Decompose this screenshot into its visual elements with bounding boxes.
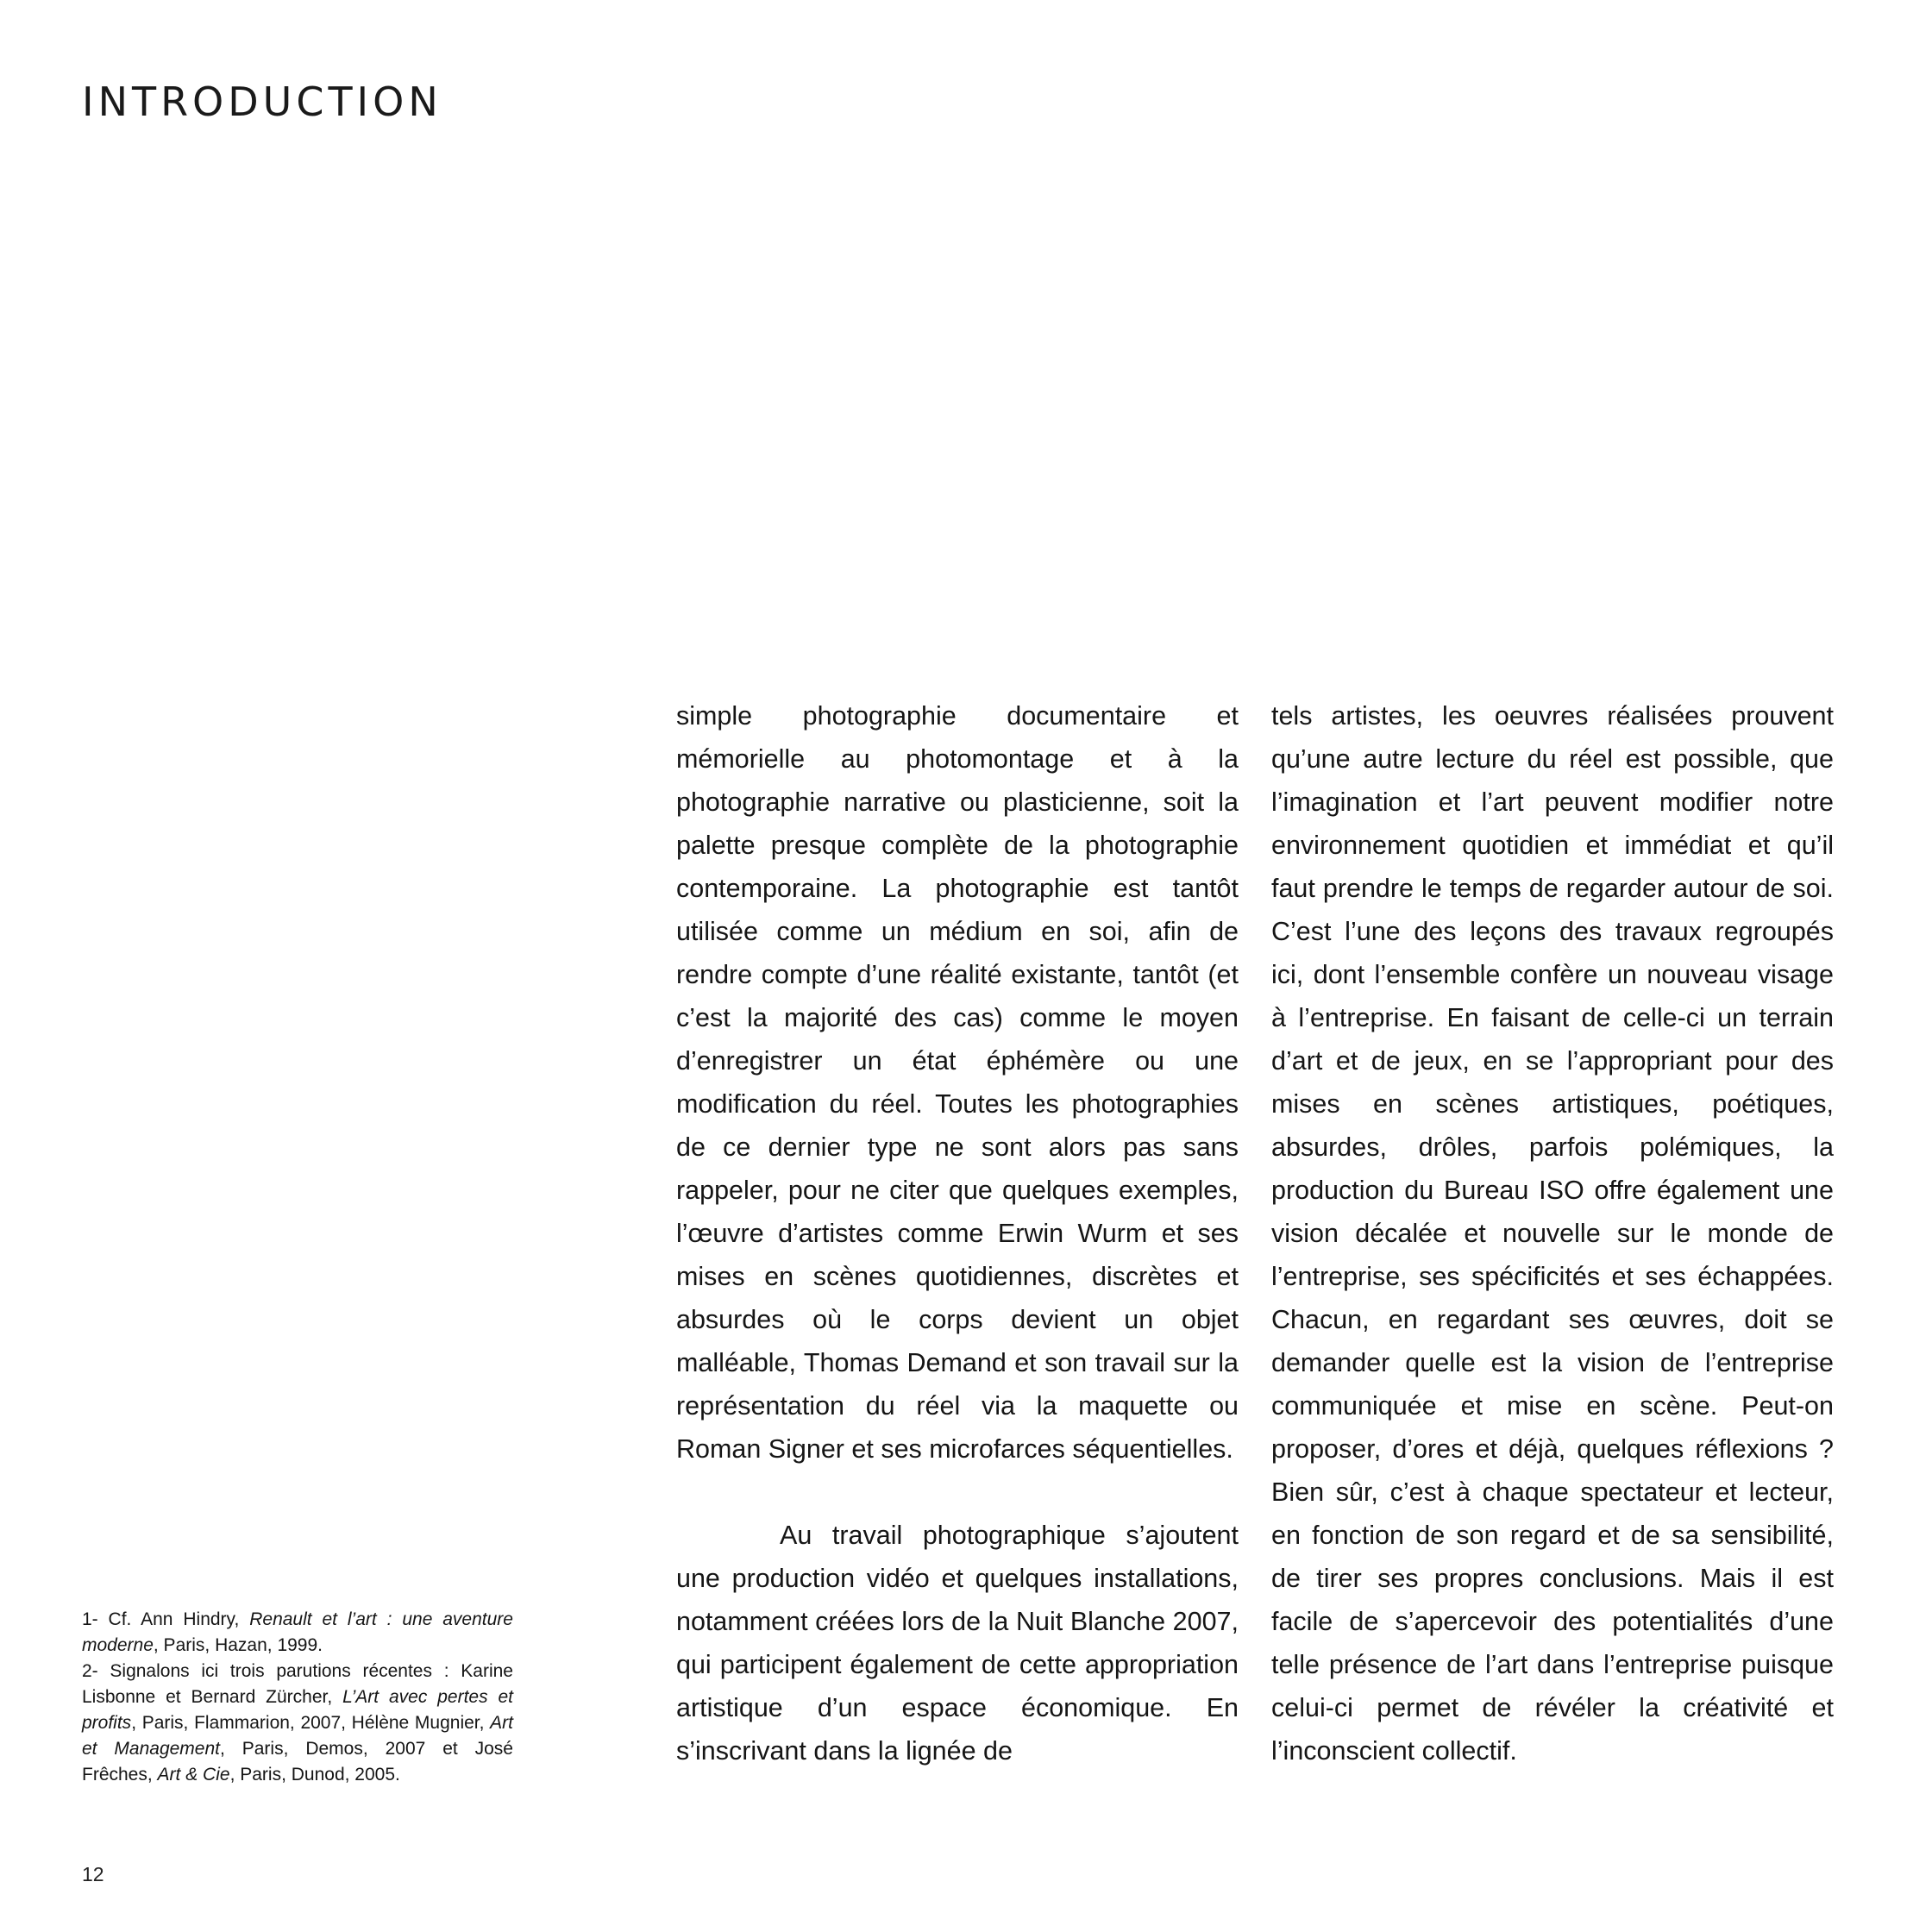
footnote-text: 2- Signalons ici trois parutions récentes : Karine Lisbonne et Bernard Zürcher, [82,1661,513,1707]
paragraph: Au travail photographique s’ajoutent une production vidéo et quelques installations, notamment créées lors de la Nuit Blanche 2007, qui participent également de cette appropriation artistique d’un espace économique. En s’inscrivant dans la lignée de [676,1521,1239,1766]
footnote-title: Art et Management [82,1713,513,1759]
paragraph: tels artistes, les oeuvres réalisées prouvent qu’une autre lecture du réel est possible, que l’imagination et l’art peuvent modifier notre environnement quotidien et immédiat et qu’il faut prendre le temps de regarder autour de soi. C’est l’une des leçons des travaux regroupés ici, dont l’ensemble confère un nouveau visage à l’entreprise. En faisant de celle-ci un terrain d’art et de jeux, en se l’appropriant pour des mises en scènes artistiques, poétiques, absurdes, drôles, parfois polémiques, la production du Bureau ISO offre également une vision décalée et nouvelle sur le monde de l’entreprise, ses spécificités et ses échappées. Chacun, en regardant ses œuvres, doit se demander quelle est la vision de l’entreprise communiquée et mise en scène. Peut-on proposer, d’ores et déjà, quelques réflexions ? Bien sûr, c’est à chaque spectateur et lecteur, en fonction de son regard et de sa sensibilité, de tirer ses propres conclusions. Mais il est facile de s’apercevoir des potentialités d’une telle présence de l’art dans l’entreprise puisque celui-ci permet de révéler la créativité et l’inconscient collectif. [1271,701,1834,1766]
footnote-text: , Paris, Flammarion, 2007, Hélène Mugnier, [131,1713,491,1733]
footnote-title: L’Art avec pertes et profits [82,1687,513,1733]
footnotes [82,1607,513,1788]
page-number: 12 [82,1863,104,1885]
page-title: INTRODUCTION [82,78,442,125]
footnote-1 [82,1607,513,1659]
footnote-text: , Paris, Demos, 2007 et José Frêches, [82,1739,513,1785]
paragraph-gap [676,1471,1239,1514]
footnote-text: , Paris, Hazan, 1999. [153,1635,323,1655]
paragraph: simple photographie documentaire et mémorielle au photomontage et à la photographie narrative ou plasticienne, soit la palette presque complète de la photographie contemporaine. La photographie est tantôt utilisée comme un médium en soi, afin de rendre compte d’une réalité existante, tantôt (et c’est la majorité des cas) comme le moyen d’enregistrer un état éphémère ou une modification du réel. Toutes les photographies de ce dernier type ne sont alors pas sans rappeler, pour ne citer que quelques exemples, l’œuvre d’artistes comme Erwin Wurm et ses mises en scènes quotidiennes, discrètes et absurdes où le corps devient un objet malléable, Thomas Demand et son travail sur la représentation du réel via la maquette ou Roman Signer et ses microfarces séquentielles. [676,701,1239,1464]
text-column-right [1271,694,1834,1772]
footnote-text: 1- Cf. Ann Hindry, [82,1609,250,1629]
footnote-title: Renault et l’art : une aventure moderne [82,1609,513,1655]
footnote-title: Art & Cie [157,1765,230,1785]
footnote-text: , Paris, Dunod, 2005. [229,1765,400,1785]
text-column-middle [676,694,1239,1772]
footnote-2 [82,1659,513,1788]
